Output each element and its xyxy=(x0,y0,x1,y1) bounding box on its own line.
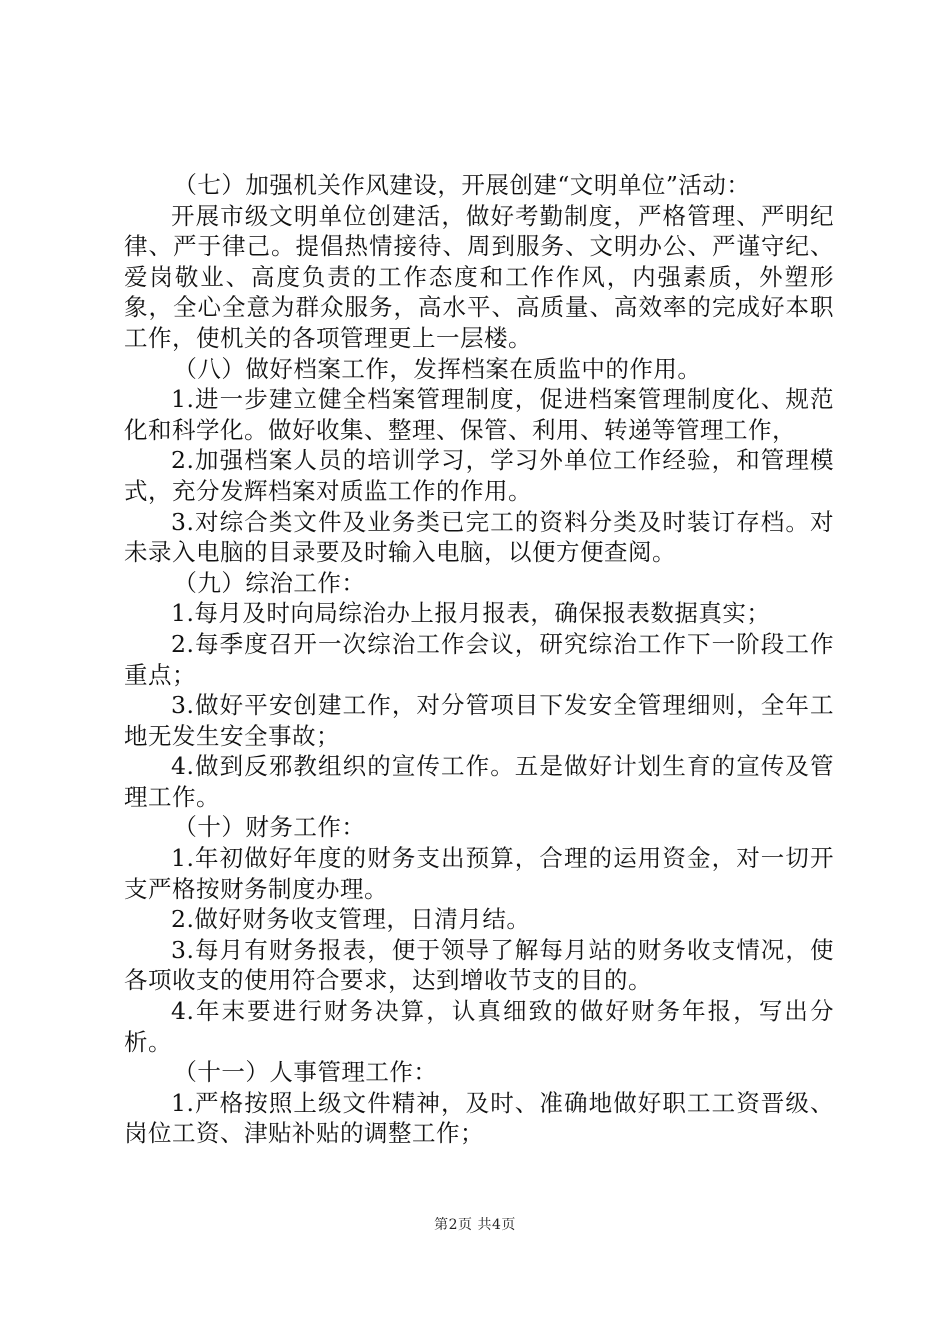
paragraph: 开展市级文明单位创建活，做好考勤制度，严格管理、严明纪律、严于律己。提倡热情接待、周到服务、文明办公、严谨守纪、爱岗敬业、高度负责的工作态度和工作作风，内强素质，外塑形象，全心全意为群众服务，高水平、高质量、高效率的完成好本职工作，使机关的各项管理更上一层楼。 xyxy=(124,201,834,352)
list-item: 2.每季度召开一次综治工作会议，研究综治工作下一阶段工作重点； xyxy=(124,629,834,689)
list-item: 4.年末要进行财务决算，认真细致的做好财务年报，写出分析。 xyxy=(124,997,834,1056)
list-item: 3.对综合类文件及业务类已完工的资料分类及时装订存档。对未录入电脑的目录要及时输入电脑，以便方便查阅。 xyxy=(124,507,834,567)
list-item: 4.做到反邪教组织的宣传工作。五是做好计划生育的宣传及管理工作。 xyxy=(124,752,834,811)
section-heading-11: （十一）人事管理工作： xyxy=(173,1058,438,1087)
list-item: 3.每月有财务报表，便于领导了解每月站的财务收支情况，使各项收支的使用符合要求，达到增收节支的目的。 xyxy=(124,935,834,995)
section-heading-9: （九）综治工作： xyxy=(173,568,366,597)
list-item: 1.进一步建立健全档案管理制度，促进档案管理制度化、规范化和科学化。做好收集、整理、保管、利用、转递等管理工作， xyxy=(124,385,834,444)
list-item: 2.做好财务收支管理，日清月结。 xyxy=(171,905,531,934)
section-heading-7: （七）加强机关作风建设，开展创建“文明单位”活动： xyxy=(173,171,751,199)
page-number-footer: 第2页 共4页 xyxy=(434,1217,516,1233)
list-item: 1.严格按照上级文件精神，及时、准确地做好职工工资晋级、岗位工资、津贴补贴的调整工作； xyxy=(124,1088,834,1148)
document-body xyxy=(124,170,834,1149)
section-heading-10: （十）财务工作： xyxy=(173,813,366,842)
list-item: 1.每月及时向局综治办上报月报表，确保报表数据真实； xyxy=(171,599,771,628)
list-item: 2.加强档案人员的培训学习，学习外单位工作经验，和管理模式，充分发辉档案对质监工作的作用。 xyxy=(124,446,834,505)
list-item: 1.年初做好年度的财务支出预算，合理的运用资金，对一切开支严格按财务制度办理。 xyxy=(124,844,834,903)
section-heading-8: （八）做好档案工作，发挥档案在质监中的作用。 xyxy=(173,354,702,383)
list-item: 3.做好平安创建工作，对分管项目下发安全管理细则，全年工地无发生安全事故； xyxy=(124,691,834,750)
